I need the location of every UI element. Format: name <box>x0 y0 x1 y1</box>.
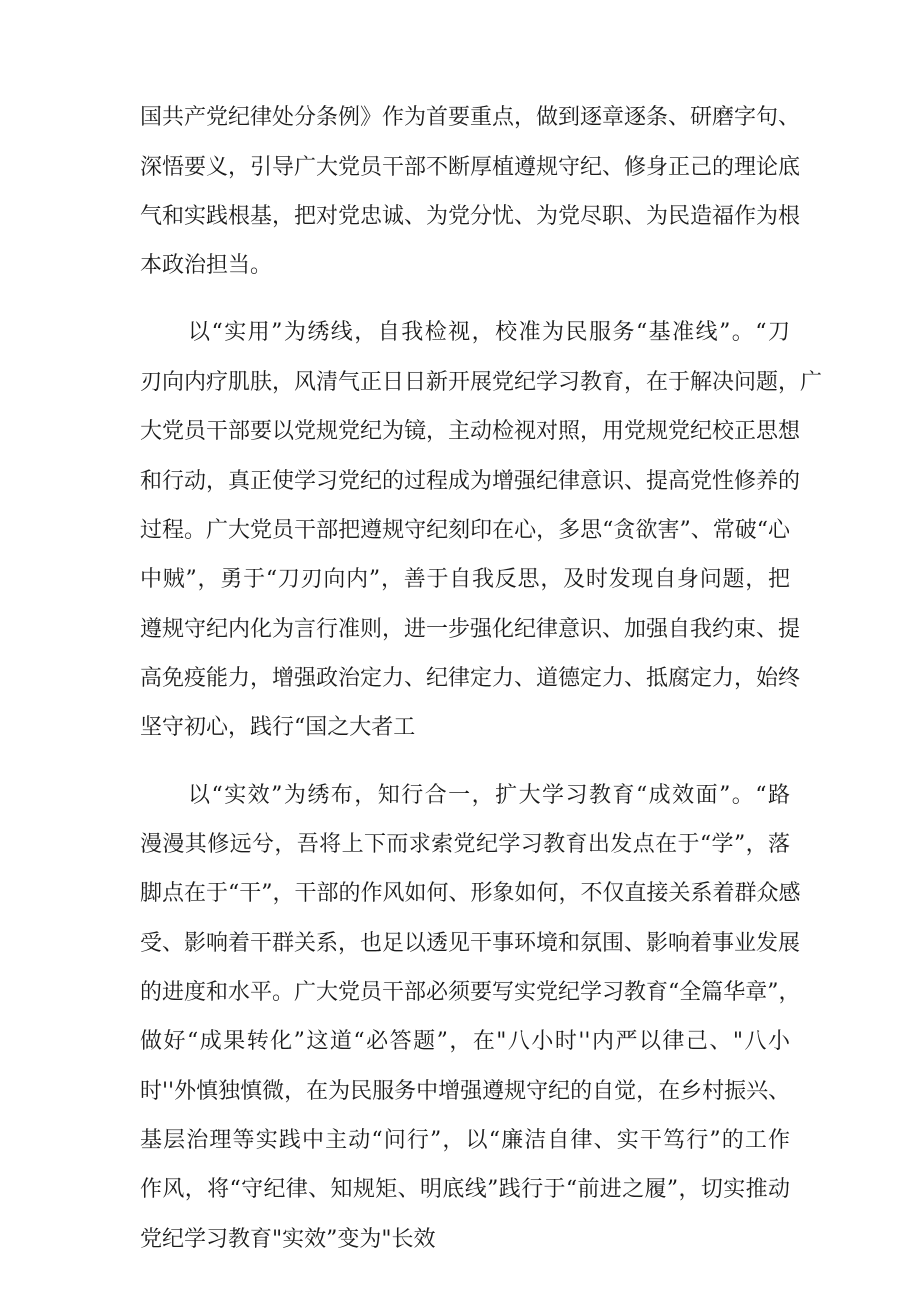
paragraph-3-line-6: 做好“成果转化”这道“必答题”，在"八小时''内严以律己、"八小 <box>140 1029 790 1054</box>
paragraph-1-line-3: 气和实践根基，把对党忠诚、为党分忧、为党尽职、为民造福作为根 <box>140 204 801 229</box>
paragraph-3-line-7: 时''外慎独慎微，在为民服务中增强遵规守纪的自觉，在乡村振兴、 <box>140 1079 791 1104</box>
paragraph-3-line-3: 脚点在于“干”，干部的作风如何、形象如何，不仅直接关系着群众感 <box>140 881 801 906</box>
paragraph-2-line-3: 大党员干部要以党规党纪为镜，主动检视对照，用党规党纪校正思想 <box>140 419 801 444</box>
paragraph-3-line-10: 党纪学习教育"实效”变为"长效 <box>140 1227 436 1252</box>
paragraph-3-line-8: 基层治理等实践中主动“问行”，以“廉洁自律、实干笃行”的工作 <box>140 1128 790 1153</box>
paragraph-1-line-1: 国共产党纪律处分条例》作为首要重点，做到逐章逐条、研磨字句、 <box>140 105 801 130</box>
paragraph-1-line-4: 本政治担当。 <box>140 253 273 278</box>
paragraph-2-line-9: 坚守初心，践行“国之大者工 <box>140 715 416 740</box>
paragraph-2-line-6: 中贼”，勇于“刀刃向内”，善于自我反思，及时发现自身问题，把 <box>140 567 790 592</box>
paragraph-2-line-8: 高免疫能力，增强政治定力、纪律定力、道德定力、抵腐定力，始终 <box>140 666 801 691</box>
paragraph-2-line-7: 遵规守纪内化为言行准则，进一步强化纪律意识、加强自我约束、提 <box>140 617 801 642</box>
paragraph-2-line-4: 和行动，真正使学习党纪的过程成为增强纪律意识、提高党性修养的 <box>140 469 801 494</box>
paragraph-2-line-2: 刃向内疗肌肤，风清气正日日新开展党纪学习教育，在于解决问题，广 <box>140 370 823 395</box>
paragraph-2-line-5: 过程。广大党员干部把遵规守纪刻印在心，多思“贪欲害”、常破“心 <box>140 518 790 543</box>
paragraph-3-line-9: 作风，将“守纪律、知规矩、明底线”践行于“前进之履”，切实推动 <box>140 1177 790 1202</box>
paragraph-3-line-4: 受、影响着干群关系，也足以透见干事环境和氛围、影响着事业发展 <box>140 931 801 956</box>
paragraph-1-line-2: 深悟要义，引导广大党员干部不断厚植遵规守纪、修身正己的理论底 <box>140 155 801 180</box>
paragraph-3-line-1: 以“实效”为绣布，知行合一，扩大学习教育“成效面”。“路 <box>188 783 790 808</box>
paragraph-2-line-1: 以“实用”为绣线，自我检视，校准为民服务“基准线”。“刀 <box>188 320 790 345</box>
paragraph-3-line-5: 的进度和水平。广大党员干部必须要写实党纪学习教育“全篇华章”， <box>140 980 801 1005</box>
paragraph-3-line-2: 漫漫其修远兮，吾将上下而求索党纪学习教育出发点在于“学”，落 <box>140 832 790 857</box>
